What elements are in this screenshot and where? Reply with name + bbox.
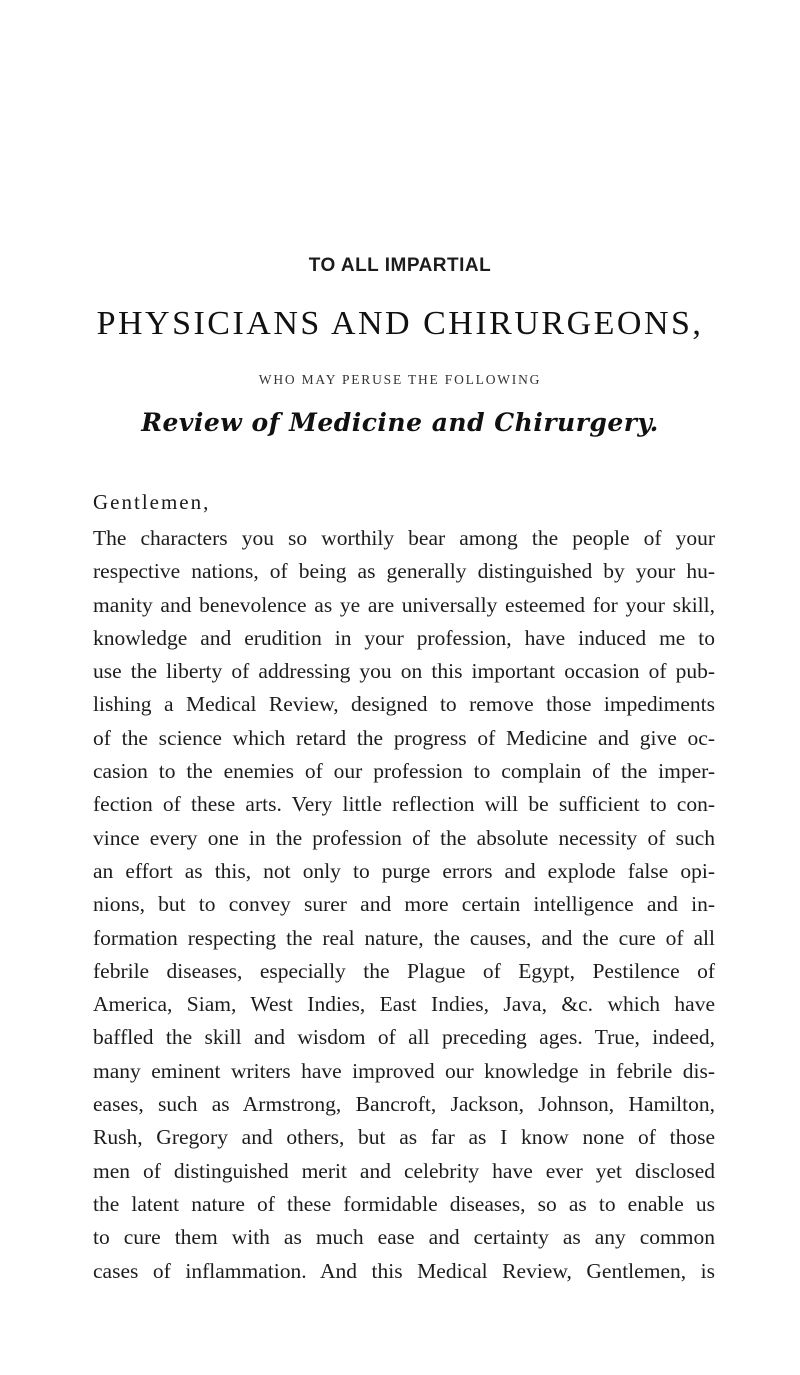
body-line: febrile diseases, especially the Plague of Egypt, Pestilence of: [93, 958, 715, 983]
body-line: respective nations, of being as generally distinguished by your hu-: [93, 559, 715, 584]
body-line: knowledge and erudition in your profession, have induced me to: [93, 625, 715, 650]
body-line: to cure them with as much ease and certainty as any common: [93, 1225, 715, 1250]
body-line: casion to the enemies of our profession to complain of the imper-: [93, 759, 715, 784]
dedication-line: TO ALL IMPARTIAL: [308, 255, 492, 276]
body-line: baffled the skill and wisdom of all preceding ages. True, indeed,: [93, 1025, 715, 1050]
body-line: the latent nature of these formidable diseases, so as to enable us: [93, 1191, 715, 1216]
body-line: an effort as this, not only to purge errors and explode false opi-: [93, 858, 715, 883]
main-heading: PHYSICIANS AND CHIRURGEONS,: [96, 305, 704, 342]
body-line: Rush, Gregory and others, but as far as I know none of those: [93, 1125, 715, 1150]
body-line: eases, such as Armstrong, Bancroft, Jackson, Johnson, Hamilton,: [93, 1092, 715, 1117]
body-line: many eminent writers have improved our knowledge in febrile dis-: [93, 1058, 715, 1083]
body-line: use the liberty of addressing you on this important occasion of pub-: [93, 659, 715, 684]
body-line: lishing a Medical Review, designed to remove those impediments: [93, 692, 715, 717]
body-line: formation respecting the real nature, the causes, and the cure of all: [93, 925, 715, 950]
body-line: nions, but to convey surer and more certain intelligence and in-: [93, 892, 715, 917]
body-line: The characters you so worthily bear among the people of your: [93, 526, 715, 550]
body-line: men of distinguished merit and celebrity have ever yet disclosed: [93, 1158, 715, 1183]
subheading: WHO MAY PERUSE THE FOLLOWING: [258, 372, 542, 387]
body-line: vince every one in the profession of the absolute necessity of such: [93, 825, 715, 850]
body-line: cases of inflammation. And this Medical Review, Gentlemen, is: [93, 1258, 715, 1283]
body-paragraph: [93, 522, 715, 1288]
blackletter-title: Review of Medicine and Chirurgery.: [141, 408, 659, 437]
body-line: fection of these arts. Very little reflection will be sufficient to con-: [93, 792, 715, 817]
body-line: America, Siam, West Indies, East Indies, Java, &c. which have: [93, 992, 715, 1017]
salutation: Gentlemen,: [93, 490, 211, 514]
body-line: of the science which retard the progress of Medicine and give oc-: [93, 725, 715, 750]
body-line: manity and benevolence as ye are universally esteemed for your skill,: [93, 592, 715, 617]
